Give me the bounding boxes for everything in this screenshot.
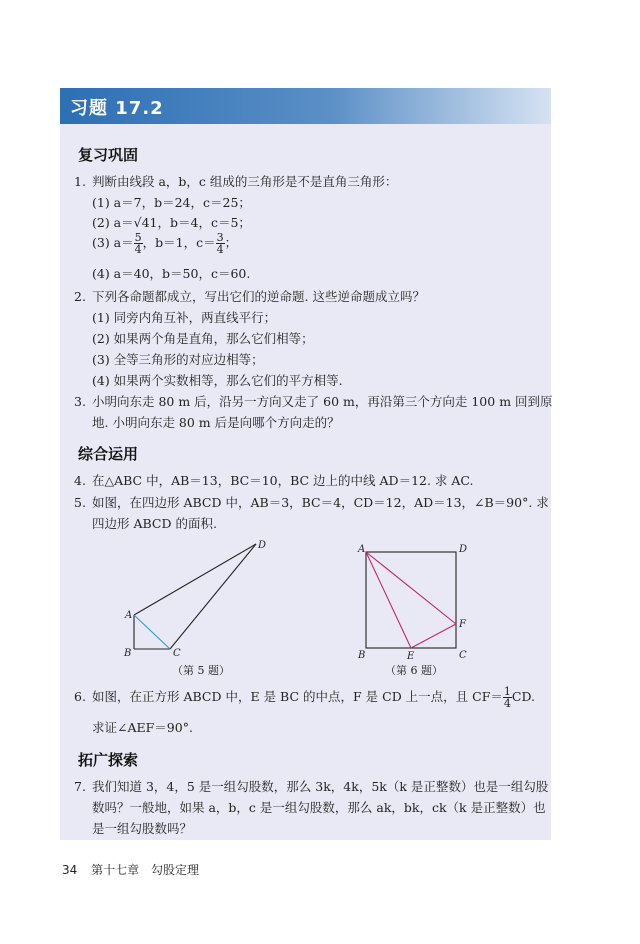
label-B: B bbox=[124, 648, 132, 659]
label-C: C bbox=[173, 648, 181, 659]
page-footer bbox=[62, 861, 199, 878]
question-1: 1. 判断由线段 a，b，c 组成的三角形是不是直角三角形： bbox=[74, 174, 398, 189]
question-5: 5. 如图，在四边形 ABCD 中，AB＝3，BC＝4，CD＝12，AD＝13，∠B＝90°. 求 bbox=[74, 495, 549, 510]
fraction: $\frac{1}{4}$ bbox=[503, 685, 511, 710]
section-explore-title: 拓广探索 bbox=[78, 751, 139, 769]
figure-5-caption: （第 5 题） bbox=[172, 664, 230, 677]
label-B: B bbox=[358, 650, 366, 661]
label-F: F bbox=[459, 619, 466, 630]
segment-AD bbox=[134, 544, 256, 615]
figure-6-caption: （第 6 题） bbox=[385, 664, 443, 677]
q2-sub-1: (1) 同旁内角互补，两直线平行； bbox=[92, 310, 277, 325]
question-3: 3. 小明向东走 80 m 后，沿另一方向又走了 60 m，再沿第三个方向走 100 m 回到原 bbox=[74, 394, 553, 409]
label-A: A bbox=[125, 610, 133, 621]
label-D: D bbox=[459, 544, 468, 555]
q2-sub-4: (4) 如果两个实数相等，那么它们的平方相等. bbox=[92, 373, 343, 388]
chapter-title: 勾股定理 bbox=[150, 863, 199, 877]
fraction: $\frac{3}{4}$ bbox=[216, 231, 224, 256]
segment-EF bbox=[411, 624, 456, 648]
label-A: A bbox=[358, 544, 366, 555]
question-3-line-2: 地. 小明向东走 80 m 后是向哪个方向走的？ bbox=[92, 415, 340, 430]
q1-sub-1: (1) a＝7，b＝24，c＝25； bbox=[92, 195, 251, 210]
figure-5 bbox=[115, 534, 275, 662]
page-number: 34 bbox=[62, 863, 78, 877]
question-7-line-2: 数吗？一般地，如果 a，b，c 是一组勾股数，那么 ak，bk，ck（k 是正整数）也 bbox=[92, 800, 546, 815]
q1-sub-4: (4) a＝40，b＝50，c＝60. bbox=[92, 266, 251, 281]
fraction: $\frac{5}{4}$ bbox=[134, 231, 142, 256]
segment-AE bbox=[366, 552, 411, 648]
question-4: 4. 在△ABC 中，AB＝13，BC＝10，BC 边上的中线 AD＝12. 求 AC. bbox=[74, 473, 474, 488]
q1-sub-3: (3) a＝ $\frac{5}{4}$ ，b＝1，c＝ $\frac{3}{4}$ ； bbox=[92, 231, 238, 256]
chapter-label: 第十七章 bbox=[91, 863, 140, 877]
segment-AC bbox=[134, 615, 170, 649]
segment-AF bbox=[366, 552, 456, 624]
exercise-title: 习题 17.2 bbox=[70, 98, 164, 119]
label-C: C bbox=[459, 650, 467, 661]
square-ABCD bbox=[366, 552, 456, 648]
q1-sub-2: (2) a＝√41，b＝4，c＝5； bbox=[92, 215, 251, 230]
q2-sub-2: (2) 如果两个角是直角，那么它们相等； bbox=[92, 331, 314, 346]
question-7: 7. 我们知道 3，4，5 是一组勾股数，那么 3k，4k，5k（k 是正整数）也是一组勾股 bbox=[74, 779, 549, 794]
q2-sub-3: (3) 全等三角形的对应边相等； bbox=[92, 352, 264, 367]
question-6: 6. 如图，在正方形 ABCD 中，E 是 BC 的中点，F 是 CD 上一点，且 CF＝ $\frac{1}{4}$ CD. bbox=[74, 685, 536, 710]
question-5-line-2: 四边形 ABCD 的面积. bbox=[92, 516, 217, 531]
question-2: 2. 下列各命题都成立，写出它们的逆命题. 这些逆命题成立吗？ bbox=[74, 289, 425, 304]
figure-6 bbox=[355, 540, 470, 662]
label-D: D bbox=[258, 540, 267, 551]
section-review-title: 复习巩固 bbox=[78, 146, 139, 164]
segment-CD bbox=[170, 544, 256, 649]
section-apply-title: 综合运用 bbox=[78, 445, 139, 463]
question-7-line-3: 是一组勾股数吗？ bbox=[92, 821, 193, 836]
question-6-line-2: 求证∠AEF＝90°. bbox=[92, 720, 193, 735]
label-E: E bbox=[407, 651, 415, 662]
exercise-header bbox=[60, 88, 551, 124]
